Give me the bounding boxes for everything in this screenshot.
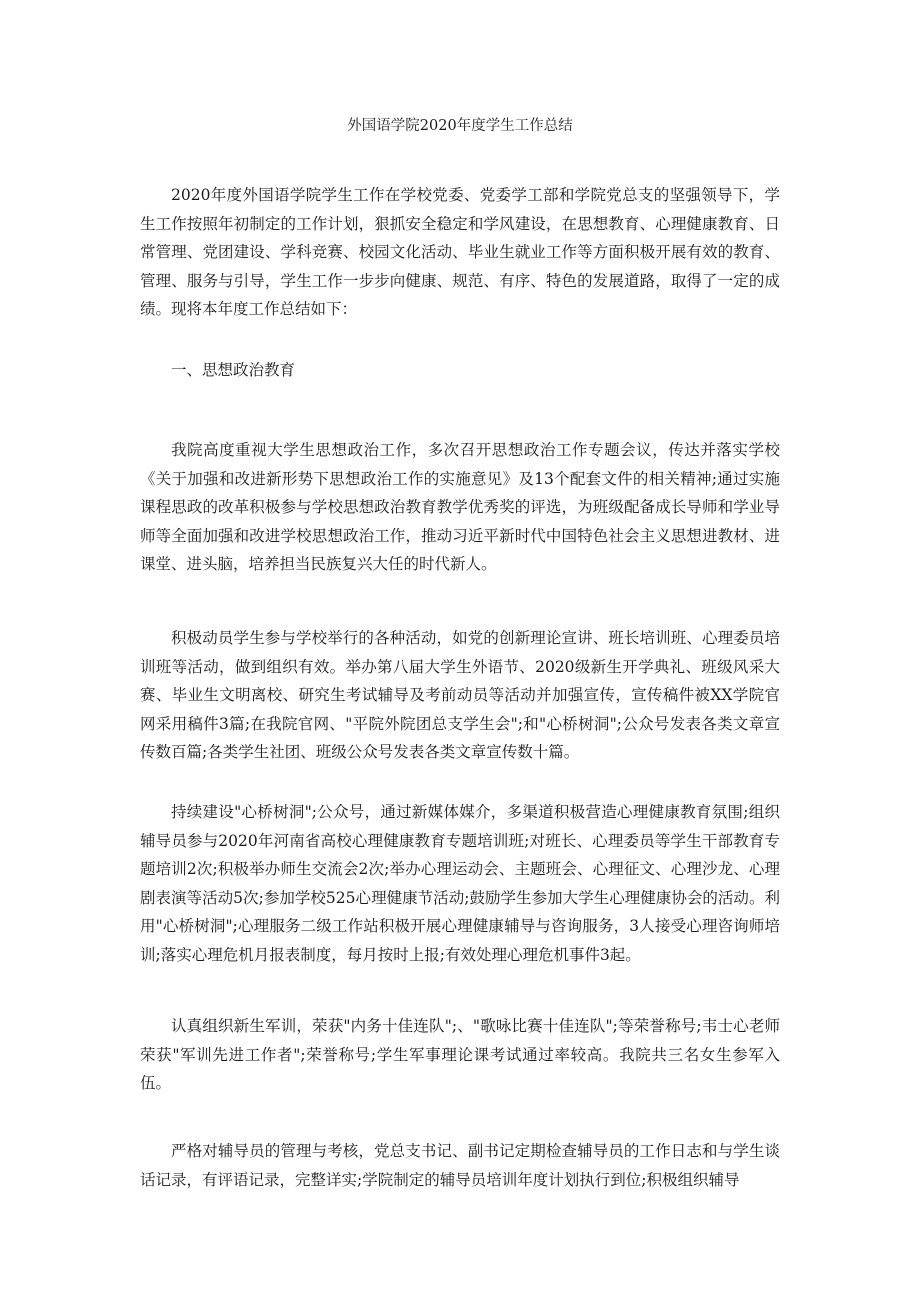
document-title: 外国语学院2020年度学生工作总结 [347,118,573,134]
paragraph-military-training: 认真组织新生军训，荣获"内务十佳连队";、"歌咏比赛十佳连队";等荣誉称号;韦士心老师荣获"军训先进工作者";荣誉称号;学生军事理论课考试通过率较高。我院共三名女生参军入伍。 [140,1017,780,1092]
paragraph-counselor-management: 严格对辅导员的管理与考核，党总支书记、副书记定期检查辅导员的工作日志和与学生谈话记录，有评语记录，完整详实;学院制定的辅导员培训年度计划执行到位;积极组织辅导 [140,1142,780,1189]
intro-paragraph: 2020年度外国语学院学生工作在学校党委、党委学工部和学院党总支的坚强领导下，学生工作按照年初制定的工作计划，狠抓安全稳定和学风建设，在思想教育、心理健康教育、日常管理、党团建设、学科竞赛、校园文化活动、毕业生就业工作等方面积极开展有效的教育、管理、服务与引导，学生工作一步步向健康、规范、有序、特色的发展道路，取得了一定的成绩。现将本年度工作总结如下： [140,186,780,318]
section-heading-ideological-education: 一、思想政治教育 [171,361,296,379]
paragraph-activities-publicity: 积极动员学生参与学校举行的各种活动，如党的创新理论宣讲、班长培训班、心理委员培训班等活动，做到组织有效。举办第八届大学生外语节、2020级新生开学典礼、班级风采大赛、毕业生文明离校、研究生考试辅导及考前动员等活动并加强宣传，宣传稿件被XX学院官网采用稿件3篇;在我院官网、"平院外院团总支学生会";和"心桥树洞";公众号发表各类文章宣传数百篇;各类学生社团、班级公众号发表各类文章宣传数十篇。 [140,629,780,761]
paragraph-ideological-work: 我院高度重视大学生思想政治工作，多次召开思想政治工作专题会议，传达并落实学校《关于加强和改进新形势下思想政治工作的实施意见》及13个配套文件的相关精神;通过实施课程思政的改革积极参与学校思想政治教育教学优秀奖的评选，为班级配备成长导师和学业导师等全面加强和改进学校思想政治工作，推动习近平新时代中国特色社会主义思想进教材、进课堂、进头脑，培养担当民族复兴大任的时代新人。 [140,441,780,573]
paragraph-mental-health: 持续建设"心桥树洞";公众号，通过新媒体媒介，多渠道积极营造心理健康教育氛围;组织辅导员参与2020年河南省高校心理健康教育专题培训班;对班长、心理委员等学生干部教育专题培训2次;积极举办师生交流会2次;举办心理运动会、主题班会、心理征文、心理沙龙、心理剧表演等活动5次;参加学校525心理健康节活动;鼓励学生参加大学生心理健康协会的活动。利用"心桥树洞";心理服务二级工作站积极开展心理健康辅导与咨询服务，3人接受心理咨询师培训;落实心理危机月报表制度，每月按时上报;有效处理心理危机事件3起。 [140,803,780,964]
